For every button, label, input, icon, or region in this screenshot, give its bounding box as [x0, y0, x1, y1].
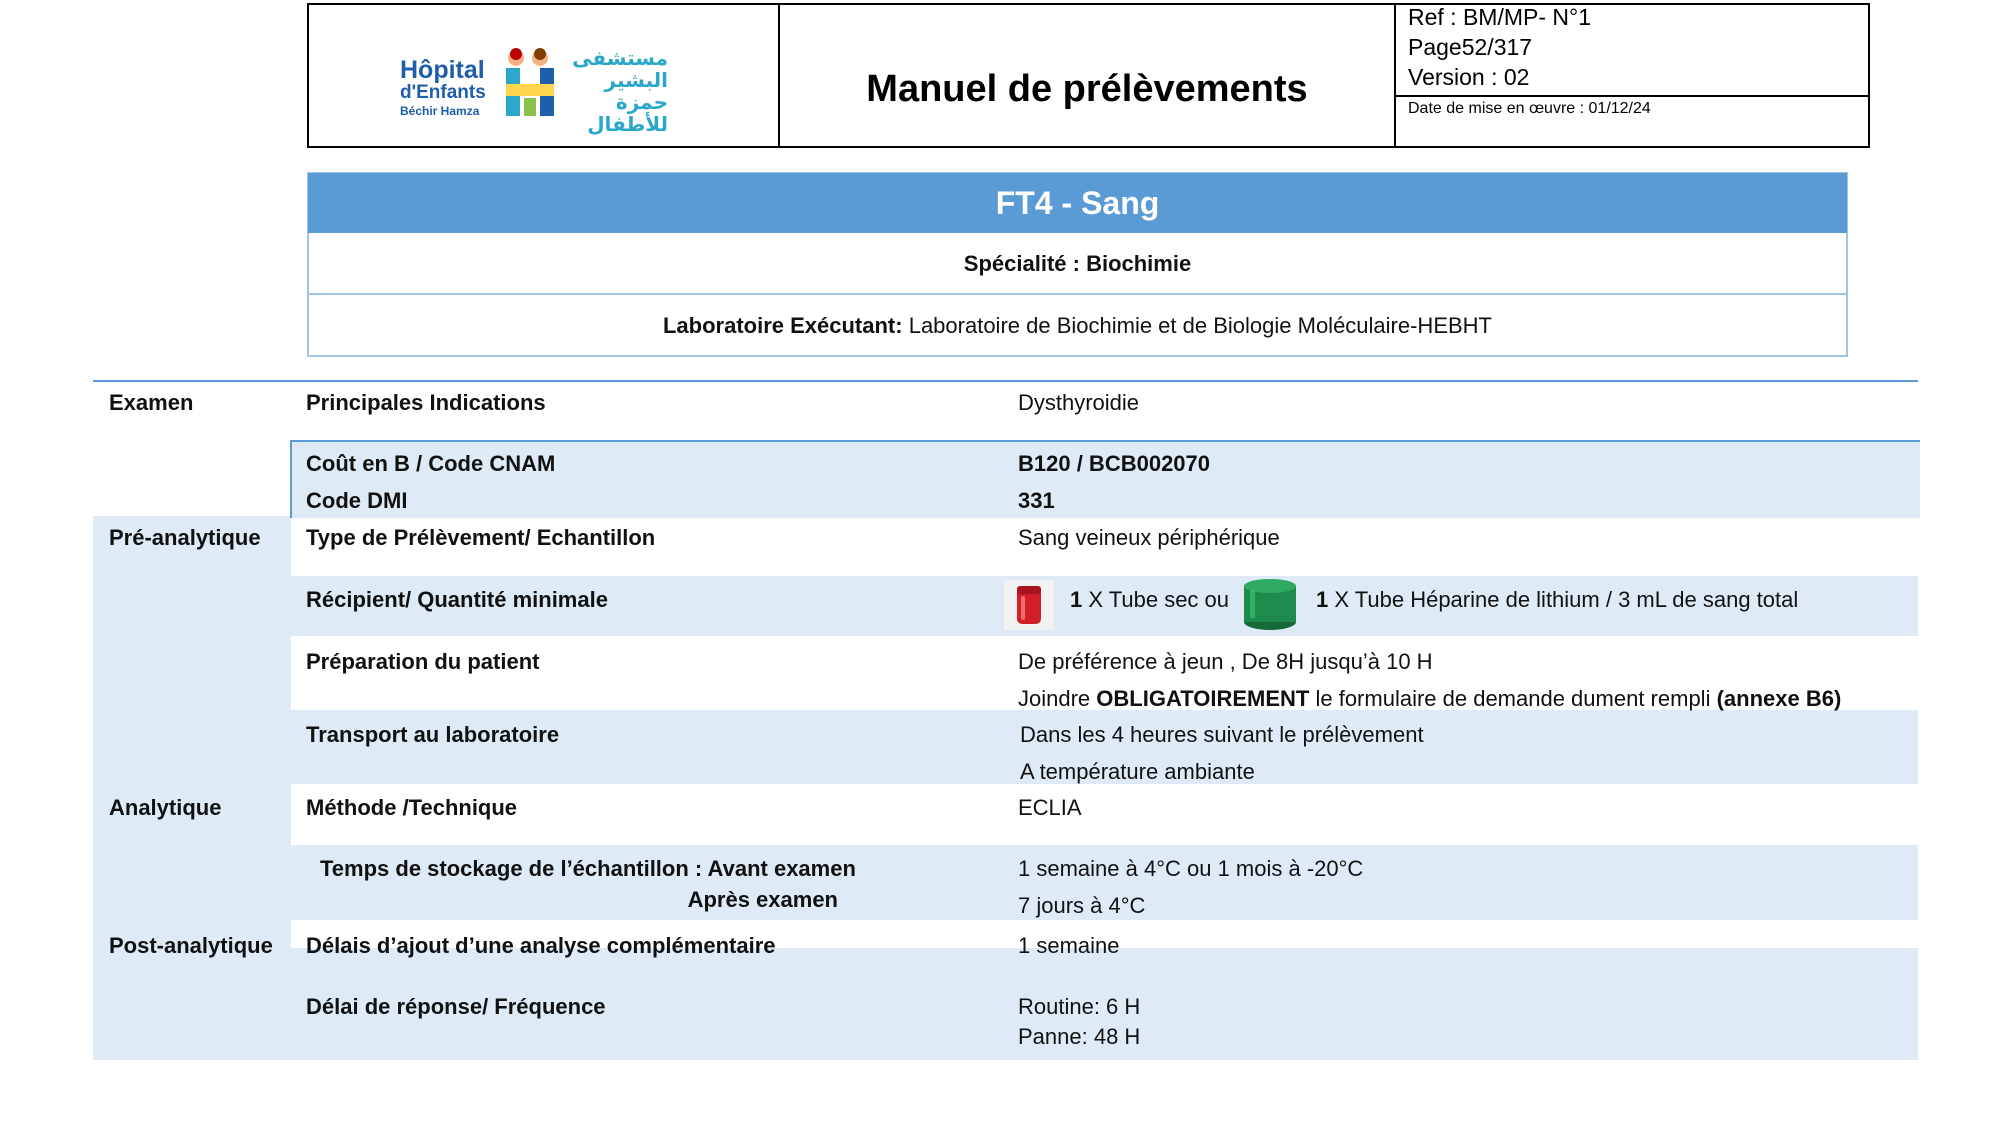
row-value-cout: B120 / BCB002070 [1018, 451, 1211, 476]
row-value-stockage1: 1 semaine à 4°C ou 1 mois à -20°C [1018, 856, 1364, 881]
specialty: Spécialité : Biochimie [308, 233, 1847, 295]
row-value-methode: ECLIA [1018, 795, 1082, 820]
document-reference: Ref : BM/MP- N°1 [1408, 4, 1592, 30]
recipient-text1: X Tube sec ou [1082, 587, 1230, 612]
row-value-transport2: A température ambiante [1020, 759, 1255, 784]
row-value-preparation2 [1018, 686, 1841, 712]
row-label-transport: Transport au laboratoire [306, 722, 560, 747]
logo-arabic-name [568, 48, 668, 136]
row-value-ajout: 1 semaine [1018, 933, 1120, 958]
row-label-preparation: Préparation du patient [306, 649, 540, 674]
row-value-reponse2: Panne: 48 H [1018, 1024, 1141, 1049]
logo-arabic-line2: البشير حمزة [604, 70, 668, 114]
logo-name-line3: Béchir Hamza [400, 104, 480, 118]
row-label-recipient: Récipient/ Quantité minimale [306, 587, 608, 612]
row-label-indications: Principales Indications [306, 390, 546, 415]
red-tube-icon [1004, 580, 1054, 630]
row-label-dmi: Code DMI [306, 488, 408, 513]
document-date: Date de mise en œuvre : 01/12/24 [1408, 100, 1651, 117]
row-value-stockage2: 7 jours à 4°C [1018, 893, 1146, 918]
recipient-tube2 [1316, 587, 1798, 613]
logo-arabic-line1: مستشفى [572, 48, 668, 70]
green-tube-icon [1240, 578, 1300, 632]
document-title: Manuel de prélèvements [866, 68, 1308, 110]
recipient-qty1: 1 [1070, 587, 1083, 612]
row-value-preparation1: De préférence à jeun , De 8H jusqu’à 10 H [1018, 649, 1433, 674]
row-label-ajout: Délais d’ajout d’une analyse complémentaire [306, 933, 776, 958]
logo-name-line2: d'Enfants [400, 82, 486, 103]
recipient-text2: X Tube Héparine de lithium / 3 mL de sang total [1328, 587, 1799, 612]
header-divider [1394, 95, 1870, 97]
test-title: FT4 - Sang [308, 173, 1847, 233]
executing-lab [308, 295, 1847, 356]
prep-text-d: (annexe B6) [1716, 686, 1842, 711]
row-label-methode: Méthode /Technique [306, 795, 518, 820]
recipient-qty2: 1 [1316, 587, 1329, 612]
prep-text-c: le formulaire de demande dument rempli [1309, 686, 1717, 711]
executing-lab-label: Laboratoire Exécutant: [662, 313, 903, 338]
row-value-indications: Dysthyroidie [1018, 390, 1140, 415]
section-examen: Examen [109, 390, 194, 415]
row-label-cout: Coût en B / Code CNAM [306, 451, 556, 476]
row-label-reponse: Délai de réponse/ Fréquence [306, 994, 606, 1019]
recipient-tube1 [1070, 587, 1229, 613]
section-post-analytique: Post-analytique [109, 933, 273, 958]
row-label-stockage1: Temps de stockage de l’échantillon : Avant examen [320, 856, 856, 881]
hospital-logo [502, 48, 558, 118]
document-page: Page52/317 [1408, 34, 1533, 60]
prep-text-a: Joindre [1018, 686, 1097, 711]
row-value-type: Sang veineux périphérique [1018, 525, 1280, 550]
executing-lab-value: Laboratoire de Biochimie et de Biologie Moléculaire-HEBHT [902, 313, 1492, 338]
row-value-reponse1: Routine: 6 H [1018, 994, 1141, 1019]
row-value-transport1: Dans les 4 heures suivant le prélèvement [1020, 722, 1424, 747]
logo-name-line1: Hôpital [400, 56, 485, 84]
document-version: Version : 02 [1408, 64, 1530, 90]
row-label-stockage2: Après examen [687, 887, 838, 912]
section-analytique: Analytique [109, 795, 222, 820]
row-value-dmi: 331 [1018, 488, 1055, 513]
header-divider [1394, 3, 1396, 148]
logo-arabic-line3: للأطفال [587, 114, 668, 136]
section-pre-analytique: Pré-analytique [109, 525, 261, 550]
table-top-border [93, 380, 1918, 382]
row-label-type: Type de Prélèvement/ Echantillon [306, 525, 656, 550]
prep-text-b: OBLIGATOIREMENT [1096, 686, 1310, 711]
